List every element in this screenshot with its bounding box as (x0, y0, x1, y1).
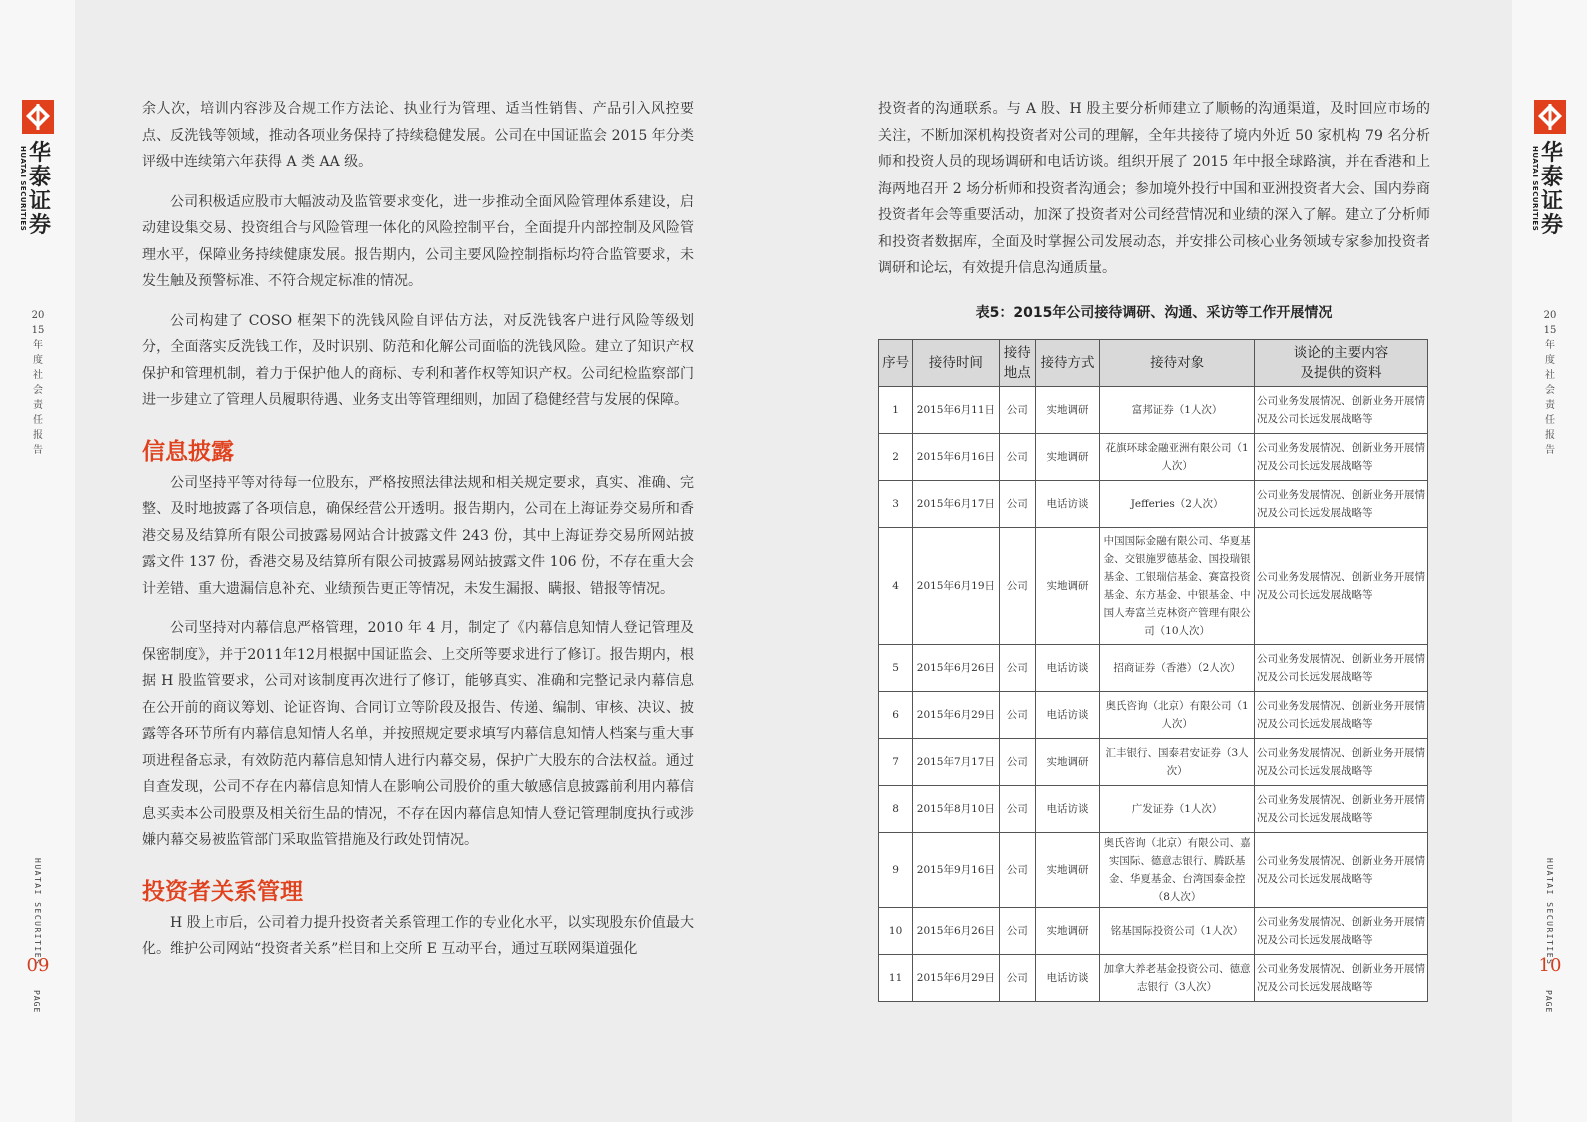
cell-no: 9 (879, 833, 913, 908)
table-row (879, 739, 1428, 786)
cell-target: 奥氏咨询（北京）有限公司（1人次） (1100, 692, 1255, 739)
cell-place: 公司 (999, 387, 1035, 434)
table-row (879, 387, 1428, 434)
brand-name: 华泰证券 (1541, 141, 1564, 238)
cell-place: 公司 (999, 955, 1035, 1002)
cell-place: 公司 (999, 833, 1035, 908)
right-page-body (878, 96, 1430, 1002)
cell-content: 公司业务发展情况、创新业务开展情况及公司长远发展战略等 (1255, 645, 1428, 692)
cell-content: 公司业务发展情况、创新业务开展情况及公司长远发展战略等 (1255, 692, 1428, 739)
cell-no: 2 (879, 434, 913, 481)
cell-target: 铭基国际投资公司（1人次） (1100, 908, 1255, 955)
cell-date: 2015年6月16日 (913, 434, 999, 481)
cell-content: 公司业务发展情况、创新业务开展情况及公司长远发展战略等 (1255, 481, 1428, 528)
paragraph: H 股上市后，公司着力提升投资者关系管理工作的专业化水平，以实现股东价值最大化。维护公司网站“投资者关系”栏目和上交所 E 互动平台，通过互联网渠道强化 (142, 914, 694, 957)
paragraph: 余人次，培训内容涉及合规工作方法论、执业行为管理、适当性销售、产品引入风控要点、反洗钱等领域，推动各项业务保持了持续稳健发展。公司在中国证监会 2015 年分类评级中连续第六年获得 A 类 AA 级。 (142, 101, 694, 170)
page-number: 10 (1538, 955, 1562, 976)
header-date: 接待时间 (913, 340, 999, 387)
cell-place: 公司 (999, 692, 1035, 739)
section-heading-disclosure: 信息披露 (142, 438, 234, 465)
cell-place: 公司 (999, 908, 1035, 955)
reception-table (878, 339, 1428, 1002)
header-place-line1: 接待 (1003, 345, 1031, 361)
cell-target: 花旗环球金融亚洲有限公司（1人次） (1100, 434, 1255, 481)
table-row (879, 692, 1428, 739)
cell-method: 实地调研 (1035, 833, 1099, 908)
header-no: 序号 (879, 340, 913, 387)
cell-content: 公司业务发展情况、创新业务开展情况及公司长远发展战略等 (1255, 739, 1428, 786)
table-header-row (879, 340, 1428, 387)
brand-name: 华泰证券 (29, 141, 52, 238)
cell-method: 实地调研 (1035, 739, 1099, 786)
right-sidebar (1512, 0, 1587, 1122)
cell-date: 2015年6月26日 (913, 645, 999, 692)
table-row (879, 786, 1428, 833)
company-en-label: HUATAI SECURITIES (1545, 858, 1554, 966)
left-page-body (142, 96, 694, 976)
cell-no: 4 (879, 528, 913, 645)
cell-no: 7 (879, 739, 913, 786)
cell-place: 公司 (999, 645, 1035, 692)
page-label: PAGE (1544, 990, 1553, 1014)
page-label: PAGE (32, 990, 41, 1014)
cell-target: 奥氏咨询（北京）有限公司、嘉实国际、德意志银行、腾跃基金、华夏基金、台湾国泰金控（8人次） (1100, 833, 1255, 908)
paragraph: 公司构建了 COSO 框架下的洗钱风险自评估方法，对反洗钱客户进行风险等级划分，全面落实反洗钱工作，及时识别、防范和化解公司面临的洗钱风险。建立了知识产权保护和管理机制，着力于保护他人的商标、专利和著作权等知识产权。公司纪检监察部门进一步建立了管理人员履职待遇、业务支出等管理细则，加固了稳健经营与发展的保障。 (142, 312, 694, 408)
cell-content: 公司业务发展情况、创新业务开展情况及公司长远发展战略等 (1255, 786, 1428, 833)
cell-date: 2015年6月26日 (913, 908, 999, 955)
cell-content: 公司业务发展情况、创新业务开展情况及公司长远发展战略等 (1255, 387, 1428, 434)
cell-no: 3 (879, 481, 913, 528)
cell-no: 5 (879, 645, 913, 692)
cell-method: 实地调研 (1035, 908, 1099, 955)
cell-date: 2015年6月19日 (913, 528, 999, 645)
cell-place: 公司 (999, 528, 1035, 645)
cell-place: 公司 (999, 786, 1035, 833)
cell-target: 加拿大养老基金投资公司、德意志银行（3人次） (1100, 955, 1255, 1002)
cell-no: 6 (879, 692, 913, 739)
brand-name-en: HUATAI SECURITIES (19, 146, 27, 232)
cell-no: 8 (879, 786, 913, 833)
cell-method: 电话访谈 (1035, 645, 1099, 692)
cell-target: 富邦证券（1人次） (1100, 387, 1255, 434)
brand-name-en: HUATAI SECURITIES (1531, 146, 1539, 232)
cell-method: 电话访谈 (1035, 955, 1099, 1002)
cell-place: 公司 (999, 739, 1035, 786)
cell-content: 公司业务发展情况、创新业务开展情况及公司长远发展战略等 (1255, 434, 1428, 481)
table-row (879, 645, 1428, 692)
cell-target: 中国国际金融有限公司、华夏基金、交银施罗德基金、国投瑞银基金、工银瑞信基金、赛富投资基金、东方基金、中银基金、中国人寿富兰克林资产管理有限公司（10人次） (1100, 528, 1255, 645)
cell-content: 公司业务发展情况、创新业务开展情况及公司长远发展战略等 (1255, 955, 1428, 1002)
table-row (879, 528, 1428, 645)
paragraph: 投资者的沟通联系。与 A 股、H 股主要分析师建立了顺畅的沟通渠道，及时回应市场的关注，不断加深机构投资者对公司的理解，全年共接待了境内外近 50 家机构 79 名分析师和投资人员的现场调研和电话访谈。组织开展了 2015 年中报全球路演，并在香港和上海两地召开 2 场分析师和投资者沟通会；参加境外投行中国和亚洲投资者大会、国内券商投资者年会等重要活动，加深了投资者对公司经营情况和业绩的深入了解。建立了分析师和投资者数据库，全面及时掌握公司发展动态，并安排公司核心业务领域专家参加投资者调研和论坛，有效提升信息沟通质量。 (878, 101, 1430, 276)
cell-method: 实地调研 (1035, 434, 1099, 481)
cell-date: 2015年8月10日 (913, 786, 999, 833)
cell-target: 汇丰银行、国泰君安证券（3人次） (1100, 739, 1255, 786)
header-content (1255, 340, 1428, 387)
cell-date: 2015年7月17日 (913, 739, 999, 786)
cell-method: 电话访谈 (1035, 786, 1099, 833)
header-content-line2: 及提供的资料 (1300, 365, 1382, 381)
table-row (879, 434, 1428, 481)
cell-content: 公司业务发展情况、创新业务开展情况及公司长远发展战略等 (1255, 528, 1428, 645)
cell-date: 2015年6月29日 (913, 955, 999, 1002)
section-heading-investor-relations: 投资者关系管理 (142, 878, 303, 905)
cell-method: 电话访谈 (1035, 692, 1099, 739)
cell-method: 电话访谈 (1035, 481, 1099, 528)
cell-content: 公司业务发展情况、创新业务开展情况及公司长远发展战略等 (1255, 833, 1428, 908)
header-method: 接待方式 (1035, 340, 1099, 387)
cell-date: 2015年6月29日 (913, 692, 999, 739)
cell-date: 2015年6月11日 (913, 387, 999, 434)
cell-no: 1 (879, 387, 913, 434)
table-row (879, 908, 1428, 955)
header-target: 接待对象 (1100, 340, 1255, 387)
table-row (879, 955, 1428, 1002)
table-row (879, 481, 1428, 528)
report-label: 2015年度社会责任报告 (31, 310, 45, 456)
cell-content: 公司业务发展情况、创新业务开展情况及公司长远发展战略等 (1255, 908, 1428, 955)
cell-no: 10 (879, 908, 913, 955)
header-place (999, 340, 1035, 387)
paragraph: 公司积极适应股市大幅波动及监管要求变化，进一步推动全面风险管理体系建设，启动建设集交易、投资组合与风险管理一体化的风险控制平台，全面提升内部控制及风险管理水平，保障业务持续健康发展。报告期内，公司主要风险控制指标均符合监管要求，未发生触及预警标准、不符合规定标准的情况。 (142, 193, 694, 289)
paragraph: 公司坚持对内幕信息严格管理，2010 年 4 月，制定了《内幕信息知情人登记管理及保密制度》，并于2011年12月根据中国证监会、上交所等要求进行了修订。报告期内，根据 H 股监管要求，公司对该制度再次进行了修订，能够真实、准确和完整记录内幕信息在公开前的商议筹划、论证咨询、合同订立等阶段及报告、传递、编制、审核、决议、披露等各环节所有内幕信息知情人名单，并按照规定要求填写内幕信息知情人档案与重大事项进程备忘录，有效防范内幕信息知情人进行内幕交易，保护广大股东的合法权益。通过自查发现，公司不存在内幕信息知情人在影响公司股价的重大敏感信息披露前利用内幕信息买卖本公司股票及相关衍生品的情况，不存在因内幕信息知情人登记管理制度执行或涉嫌内幕交易被监管部门采取监管措施及行政处罚情况。 (142, 620, 694, 848)
cell-place: 公司 (999, 434, 1035, 481)
cell-target: Jefferies（2人次） (1100, 481, 1255, 528)
header-content-line1: 谈论的主要内容 (1293, 345, 1389, 361)
page-number: 09 (26, 955, 50, 976)
huatai-logo-icon (22, 100, 54, 134)
cell-target: 招商证券（香港）（2人次） (1100, 645, 1255, 692)
header-place-line2: 地点 (1003, 365, 1031, 381)
table-title: 表5：2015年公司接待调研、沟通、采访等工作开展情况 (975, 304, 1333, 321)
cell-no: 11 (879, 955, 913, 1002)
left-sidebar (0, 0, 75, 1122)
cell-date: 2015年6月17日 (913, 481, 999, 528)
huatai-logo-icon (1534, 100, 1566, 134)
paragraph: 公司坚持平等对待每一位股东，严格按照法律法规和相关规定要求，真实、准确、完整、及时地披露了各项信息，确保经营公开透明。报告期内，公司在上海证券交易所和香港交易及结算所有限公司披露易网站合计披露文件 243 份，其中上海证券交易所网站披露文件 137 份，香港交易及结算所有限公司披露易网站披露文件 106 份，不存在重大会计差错、重大遗漏信息补充、业绩预告更正等情况，未发生漏报、瞒报、错报等情况。 (142, 474, 694, 597)
report-label: 2015年度社会责任报告 (1543, 310, 1557, 456)
table-row (879, 833, 1428, 908)
cell-place: 公司 (999, 481, 1035, 528)
cell-date: 2015年9月16日 (913, 833, 999, 908)
cell-target: 广发证券（1人次） (1100, 786, 1255, 833)
company-en-label: HUATAI SECURITIES (33, 858, 42, 966)
cell-method: 实地调研 (1035, 387, 1099, 434)
cell-method: 实地调研 (1035, 528, 1099, 645)
